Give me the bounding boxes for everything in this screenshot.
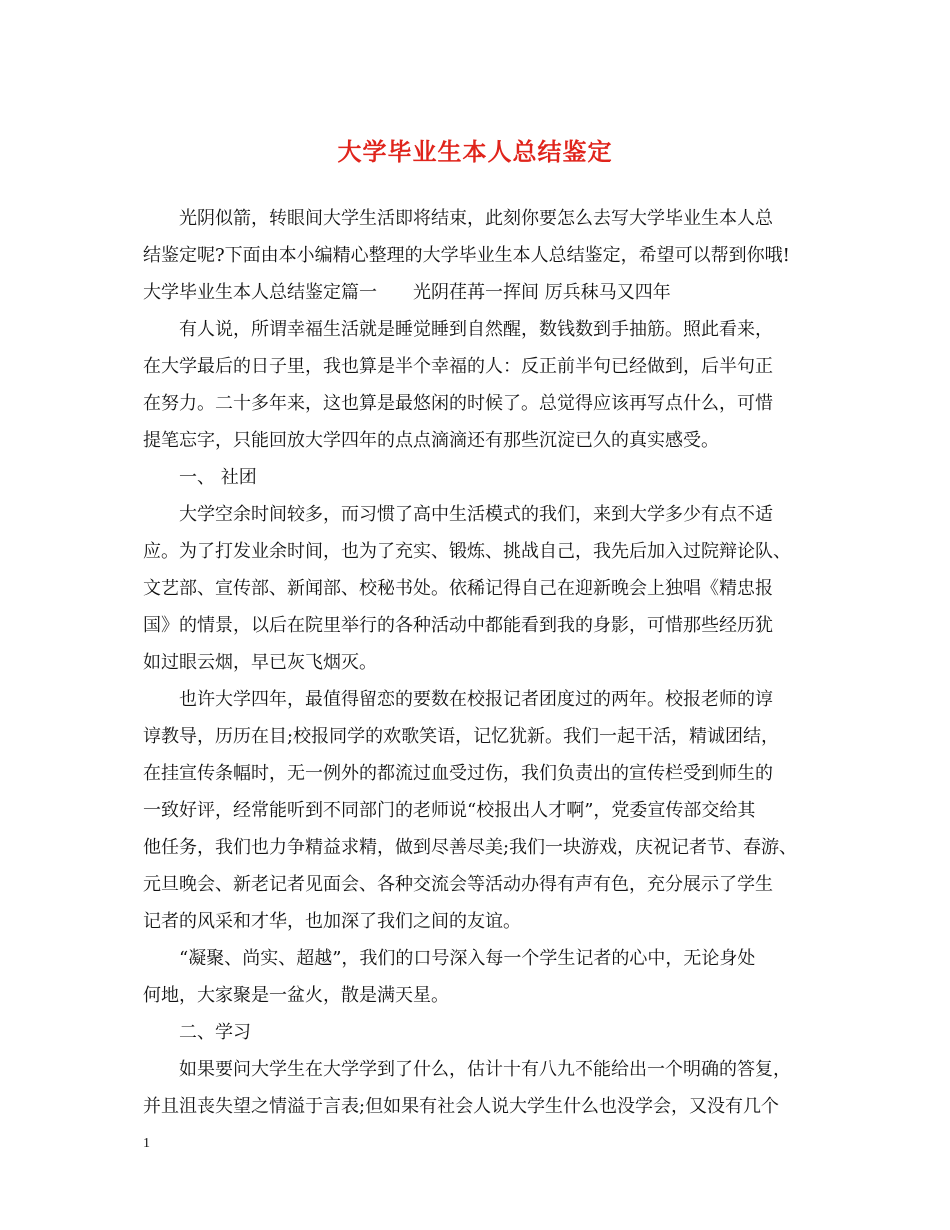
paragraph-line: 如过眼云烟，早已灰飞烟灭。: [143, 652, 377, 673]
paragraph-line: 记者的风采和才华，也加深了我们之间的友谊。: [143, 911, 521, 932]
paragraph-line: 谆教导，历历在目;校报同学的欢歌笑语，记忆犹新。我们一起干活，精诚团结，: [143, 726, 780, 747]
paragraph-line: 在努力。二十多年来，这也算是最悠闲的时候了。总觉得应该再写点什么，可惜: [143, 393, 773, 414]
paragraph-line: 文艺部、宣传部、新闻部、校秘书处。依稀记得自己在迎新晚会上独唱《精忠报: [143, 578, 773, 599]
paragraph-line: 一致好评，经常能听到不同部门的老师说“校报出人才啊”，党委宣传部交给其: [143, 800, 756, 821]
paragraph-line: “凝聚、尚实、超越”，我们的口号深入每一个学生记者的心中，无论身处: [179, 948, 756, 969]
paragraph-line: 有人说，所谓幸福生活就是睡觉睡到自然醒，数钱数到手抽筋。照此看来，: [179, 319, 773, 340]
section-heading: 二、学习: [179, 1022, 251, 1043]
paragraph-line: 何地，大家聚是一盆火，散是满天星。: [143, 985, 449, 1006]
paragraph-line: 光阴似箭，转眼间大学生活即将结束，此刻你要怎么去写大学毕业生本人总: [179, 208, 773, 229]
paragraph-line: 大学空余时间较多，而习惯了高中生活模式的我们，来到大学多少有点不适: [179, 504, 773, 525]
paragraph-line: 并且沮丧失望之情溢于言表;但如果有社会人说大学生什么也没学会，又没有几个: [143, 1096, 780, 1117]
paragraph-line: 在挂宣传条幅时，无一例外的都流过血受过伤，我们负责出的宣传栏受到师生的: [143, 763, 773, 784]
paragraph-line: 应。为了打发业余时间，也为了充实、锻炼、挑战自己，我先后加入过院辩论队、: [143, 541, 791, 562]
paragraph-line: 如果要问大学生在大学学到了什么，估计十有八九不能给出一个明确的答复，: [179, 1059, 791, 1080]
section-heading-line: 大学毕业生本人总结鉴定篇一 光阴荏苒一挥间 厉兵秣马又四年: [143, 282, 671, 303]
paragraph-line: 提笔忘字，只能回放大学四年的点点滴滴还有那些沉淀已久的真实感受。: [143, 430, 719, 451]
paragraph-line: 元旦晚会、新老记者见面会、各种交流会等活动办得有声有色，充分展示了学生: [143, 874, 773, 895]
document-title: 大学毕业生本人总结鉴定: [337, 138, 613, 166]
page-number: 1: [143, 1136, 150, 1151]
paragraph-line: 在大学最后的日子里，我也算是半个幸福的人：反正前半句已经做到，后半句正: [143, 356, 773, 377]
paragraph-line: 结鉴定呢?下面由本小编精心整理的大学毕业生本人总结鉴定，希望可以帮到你哦!: [143, 245, 790, 266]
paragraph-line: 他任务，我们也力争精益求精，做到尽善尽美;我们一块游戏，庆祝记者节、春游、: [143, 837, 798, 858]
section-heading: 一、 社团: [179, 467, 257, 488]
paragraph-line: 也许大学四年，最值得留恋的要数在校报记者团度过的两年。校报老师的谆: [179, 689, 773, 710]
paragraph-line: 国》的情景，以后在院里举行的各种活动中都能看到我的身影，可惜那些经历犹: [143, 615, 773, 636]
